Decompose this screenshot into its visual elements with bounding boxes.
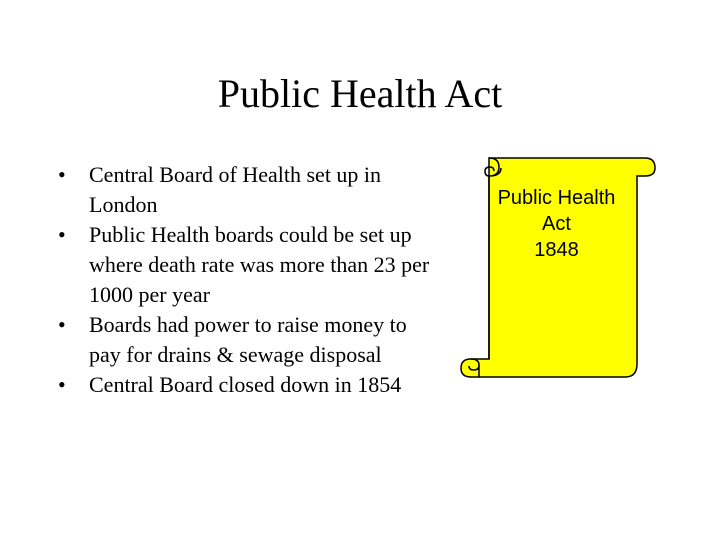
bullet-item <box>56 160 436 220</box>
bullet-list <box>56 160 436 400</box>
bullet-text: Public Health boards could be set up where death rate was more than 23 per 1000 per year <box>89 222 430 307</box>
bullet-text: Central Board closed down in 1854 <box>89 372 402 397</box>
scroll-label <box>479 185 634 263</box>
bullet-item <box>56 220 436 310</box>
bullet-text: Central Board of Health set up in London <box>89 162 382 217</box>
scroll-line-1: Public Health <box>497 187 616 209</box>
slide-title: Public Health Act <box>217 71 503 116</box>
bullet-icon: • <box>58 222 66 247</box>
bullet-item <box>56 310 436 370</box>
scroll-line-2: Act <box>542 213 571 235</box>
scroll-shape <box>455 150 665 385</box>
bullet-icon: • <box>58 162 66 187</box>
bullet-text: Boards had power to raise money to pay for drains & sewage disposal <box>89 312 407 367</box>
bullet-icon: • <box>58 312 66 337</box>
bullet-icon: • <box>58 372 66 397</box>
scroll-line-3: 1848 <box>534 239 579 261</box>
bullet-item <box>56 370 436 400</box>
